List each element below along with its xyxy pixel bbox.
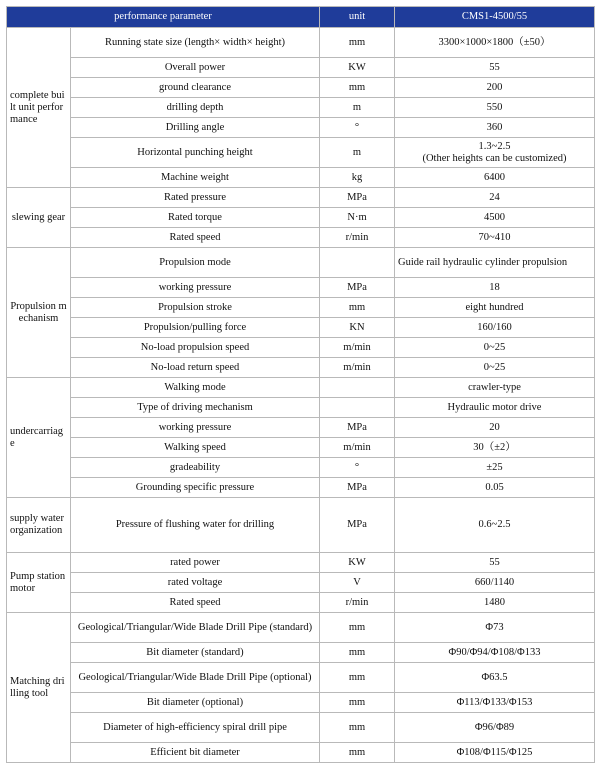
parameter-cell: Running state size (length× width× height) <box>71 28 320 58</box>
value-cell: 0.05 <box>395 478 595 498</box>
value-cell: 550 <box>395 98 595 118</box>
unit-cell: KW <box>320 553 395 573</box>
unit-cell: m/min <box>320 438 395 458</box>
table-row <box>7 438 595 458</box>
table-row <box>7 338 595 358</box>
unit-cell: MPa <box>320 498 395 553</box>
value-cell: Φ90/Φ94/Φ108/Φ133 <box>395 643 595 663</box>
header-performance-parameter: performance parameter <box>7 7 320 28</box>
unit-cell: mm <box>320 28 395 58</box>
parameter-cell: Walking speed <box>71 438 320 458</box>
value-cell: eight hundred <box>395 298 595 318</box>
value-cell: 4500 <box>395 208 595 228</box>
parameter-cell: Type of driving mechanism <box>71 398 320 418</box>
unit-cell: r/min <box>320 228 395 248</box>
parameter-cell: working pressure <box>71 278 320 298</box>
value-cell: 0~25 <box>395 338 595 358</box>
unit-cell: mm <box>320 743 395 763</box>
value-cell: 30（±2） <box>395 438 595 458</box>
parameter-cell: Rated speed <box>71 593 320 613</box>
unit-cell: m <box>320 98 395 118</box>
table-row <box>7 498 595 553</box>
table-row <box>7 418 595 438</box>
unit-cell: N·m <box>320 208 395 228</box>
value-cell: 20 <box>395 418 595 438</box>
value-cell: crawler-type <box>395 378 595 398</box>
value-cell: Guide rail hydraulic cylinder propulsion <box>395 248 595 278</box>
table-row <box>7 713 595 743</box>
table-row <box>7 663 595 693</box>
table-row <box>7 318 595 338</box>
value-cell: Hydraulic motor drive <box>395 398 595 418</box>
table-row <box>7 743 595 763</box>
table-row <box>7 693 595 713</box>
parameter-cell: rated power <box>71 553 320 573</box>
unit-cell: ° <box>320 458 395 478</box>
value-cell: 200 <box>395 78 595 98</box>
unit-cell: r/min <box>320 593 395 613</box>
parameter-cell: Walking mode <box>71 378 320 398</box>
table-row <box>7 138 595 168</box>
group-label <box>7 498 71 553</box>
value-cell: Φ108/Φ115/Φ125 <box>395 743 595 763</box>
parameter-cell: Geological/Triangular/Wide Blade Drill Pipe (standard) <box>71 613 320 643</box>
parameter-cell: rated voltage <box>71 573 320 593</box>
value-cell: 660/1140 <box>395 573 595 593</box>
unit-cell: MPa <box>320 188 395 208</box>
parameter-cell: Machine weight <box>71 168 320 188</box>
group-label-text: slewing gear <box>11 211 66 223</box>
table-row <box>7 228 595 248</box>
table-row <box>7 458 595 478</box>
table-row <box>7 643 595 663</box>
table-row <box>7 298 595 318</box>
parameter-cell: Drilling angle <box>71 118 320 138</box>
value-cell: 55 <box>395 553 595 573</box>
unit-cell: MPa <box>320 278 395 298</box>
value-cell: 360 <box>395 118 595 138</box>
table-row <box>7 168 595 188</box>
value-cell: 24 <box>395 188 595 208</box>
unit-cell: ° <box>320 118 395 138</box>
header-row <box>7 7 595 28</box>
parameter-cell: Grounding specific pressure <box>71 478 320 498</box>
table-row <box>7 28 595 58</box>
parameter-cell: Horizontal punching height <box>71 138 320 168</box>
group-label <box>7 248 71 378</box>
table-row <box>7 98 595 118</box>
group-label-text: Matching drilling tool <box>10 675 65 699</box>
value-cell: 6400 <box>395 168 595 188</box>
group-label-text: undercarriage <box>10 425 64 449</box>
group-label-text: Pump station motor <box>10 570 66 594</box>
unit-cell: kg <box>320 168 395 188</box>
table-row <box>7 573 595 593</box>
table-row <box>7 278 595 298</box>
unit-cell: mm <box>320 643 395 663</box>
group-label <box>7 188 71 248</box>
parameter-cell: gradeability <box>71 458 320 478</box>
unit-cell: mm <box>320 693 395 713</box>
value-cell: Φ73 <box>395 613 595 643</box>
unit-cell: mm <box>320 78 395 98</box>
parameter-cell: Bit diameter (optional) <box>71 693 320 713</box>
table-row <box>7 248 595 278</box>
table-row <box>7 208 595 228</box>
spec-table <box>6 6 595 763</box>
value-cell: Φ63.5 <box>395 663 595 693</box>
group-label-text: complete built unit performance <box>10 89 65 125</box>
value-cell: 0~25 <box>395 358 595 378</box>
parameter-cell: No-load return speed <box>71 358 320 378</box>
parameter-cell: Rated torque <box>71 208 320 228</box>
unit-cell <box>320 378 395 398</box>
parameter-cell: working pressure <box>71 418 320 438</box>
group-label <box>7 553 71 613</box>
unit-cell: m/min <box>320 358 395 378</box>
unit-cell: V <box>320 573 395 593</box>
parameter-cell: Efficient bit diameter <box>71 743 320 763</box>
parameter-cell: Pressure of flushing water for drilling <box>71 498 320 553</box>
group-label-text: supply water organization <box>10 513 64 536</box>
parameter-cell: drilling depth <box>71 98 320 118</box>
table-row <box>7 398 595 418</box>
value-cell: 160/160 <box>395 318 595 338</box>
unit-cell <box>320 248 395 278</box>
parameter-cell: Propulsion stroke <box>71 298 320 318</box>
parameter-cell: Geological/Triangular/Wide Blade Drill Pipe (optional) <box>71 663 320 693</box>
value-cell: 18 <box>395 278 595 298</box>
value-cell: 70~410 <box>395 228 595 248</box>
parameter-cell: Propulsion/pulling force <box>71 318 320 338</box>
group-label <box>7 28 71 188</box>
unit-cell: mm <box>320 298 395 318</box>
unit-cell: KW <box>320 58 395 78</box>
parameter-cell: Diameter of high-efficiency spiral drill pipe <box>71 713 320 743</box>
parameter-cell: Propulsion mode <box>71 248 320 278</box>
table-row <box>7 478 595 498</box>
value-cell: 1.3~2.5 (Other heights can be customized) <box>395 138 595 168</box>
header-unit: unit <box>320 7 395 28</box>
parameter-cell: ground clearance <box>71 78 320 98</box>
table-row <box>7 118 595 138</box>
parameter-cell: Overall power <box>71 58 320 78</box>
parameter-cell: Rated speed <box>71 228 320 248</box>
value-cell: ±25 <box>395 458 595 478</box>
unit-cell: MPa <box>320 478 395 498</box>
unit-cell: MPa <box>320 418 395 438</box>
value-cell: 3300×1000×1800（±50） <box>395 28 595 58</box>
table-row <box>7 358 595 378</box>
unit-cell: mm <box>320 663 395 693</box>
value-cell: 0.6~2.5 <box>395 498 595 553</box>
table-row <box>7 378 595 398</box>
table-row <box>7 613 595 643</box>
value-cell: Φ96/Φ89 <box>395 713 595 743</box>
table-body <box>7 28 595 763</box>
unit-cell: mm <box>320 713 395 743</box>
value-cell: 55 <box>395 58 595 78</box>
table-row <box>7 78 595 98</box>
unit-cell: m <box>320 138 395 168</box>
table-header <box>7 7 595 28</box>
header-model: CMS1-4500/55 <box>395 7 595 28</box>
unit-cell: mm <box>320 613 395 643</box>
table-row <box>7 553 595 573</box>
parameter-cell: Bit diameter (standard) <box>71 643 320 663</box>
table-row <box>7 58 595 78</box>
unit-cell: KN <box>320 318 395 338</box>
value-cell: Φ113/Φ133/Φ153 <box>395 693 595 713</box>
table-row <box>7 188 595 208</box>
parameter-cell: No-load propulsion speed <box>71 338 320 358</box>
unit-cell <box>320 398 395 418</box>
parameter-cell: Rated pressure <box>71 188 320 208</box>
group-label <box>7 378 71 498</box>
group-label <box>7 613 71 763</box>
value-cell: 1480 <box>395 593 595 613</box>
unit-cell: m/min <box>320 338 395 358</box>
table-row <box>7 593 595 613</box>
group-label-text: Propulsion mechanism <box>10 300 67 324</box>
